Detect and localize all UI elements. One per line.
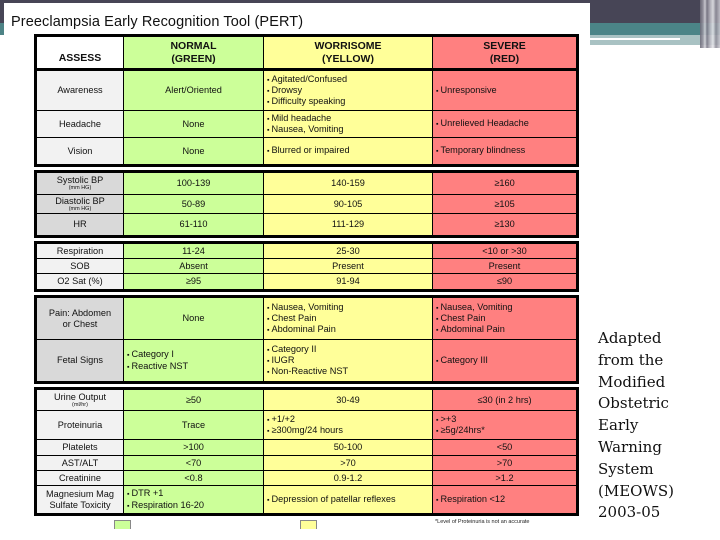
row-awareness-severe [433,71,576,110]
legend-green-swatch [114,520,131,529]
assess-label: O2 Sat (%) [57,276,103,287]
worrisome-item: ▪ Blurred or impaired [267,145,350,156]
section-divider [34,292,579,295]
severe-value: ≤30 (in 2 hrs) [477,394,532,405]
assess-label: Pain: Abdomen [48,307,112,318]
decorative-stripes [700,0,720,48]
severe-value: >1.2 [495,472,514,483]
header-severe-label: SEVERE [483,39,526,52]
row-creatinine-severe [433,471,576,485]
assess-label: AST/ALT [61,457,99,468]
severe-item: ▪ Respiration <12 [436,494,505,505]
severe-item: ▪ Nausea, Vomiting [436,302,513,313]
row-astalt-assess [37,456,123,470]
assess-label-line2: or Chest [62,318,98,329]
worrisome-value: Present [332,260,364,271]
page-title: Preeclampsia Early Recognition Tool (PERT) [11,14,304,30]
normal-value: None [182,313,205,324]
header-assess-label: ASSESS [58,52,102,65]
normal-value: 11-24 [182,245,205,256]
worrisome-item: ▪ Agitated/Confused [267,74,347,85]
row-awareness-normal [124,71,263,110]
row-vision-normal [124,138,263,164]
row-hr-worrisome [264,214,432,235]
row-respiration-severe [433,244,576,258]
normal-value: >100 [183,442,204,453]
normal-value: Alert/Oriented [165,85,222,96]
normal-value: Absent [179,260,208,271]
white-accent-line [590,38,680,40]
row-headache-severe [433,111,576,137]
severe-value: ≤90 [496,276,513,287]
assess-label: Magnesium Mag [46,488,114,499]
footnote: *Level of Proteinuria is not an accurate [435,519,530,525]
severe-value: >70 [496,457,513,468]
normal-item: ▪ Respiration 16-20 [127,500,204,511]
pert-image-panel [4,3,590,540]
assess-label: Systolic BP [56,175,104,186]
worrisome-item: ▪ Drowsy [267,85,302,96]
row-headache-normal [124,111,263,137]
severe-item: ▪ Temporary blindness [436,145,525,156]
assess-label: Awareness [57,85,103,96]
severe-item: ▪ >+3 [436,414,456,425]
severe-value: <10 or >30 [482,245,527,256]
row-systolic-worrisome [264,173,432,194]
normal-value: <0.8 [184,472,203,483]
row-astalt-worrisome [264,456,432,470]
source-note [598,328,718,524]
row-platelets-worrisome [264,440,432,455]
row-pain-worrisome [264,298,432,339]
row-fetal-normal [124,340,263,381]
worrisome-value: 50-100 [333,442,363,453]
source-note-line: from the [598,350,664,369]
row-urine-normal [124,390,263,410]
row-o2sat-assess [37,274,123,289]
source-note-line: Modified [598,372,666,391]
row-sob-normal [124,259,263,273]
worrisome-item: ▪ Non-Reactive NST [267,366,348,377]
assess-label: Urine Output [53,391,107,402]
row-vision-assess [37,138,123,164]
row-headache-assess [37,111,123,137]
assess-label: Diastolic BP [55,195,105,206]
assess-unit: (mm HG) [68,185,92,192]
row-hr-normal [124,214,263,235]
normal-item: ▪ Category I [127,349,174,360]
row-pain-assess [37,298,123,339]
worrisome-value: 90-105 [333,198,363,209]
normal-value: <70 [185,457,202,468]
severe-item: ▪ ≥5g/24hrs* [436,425,485,436]
section-divider [34,384,579,387]
row-platelets-assess [37,440,123,455]
row-hr-severe [433,214,576,235]
worrisome-value: 0.9-1.2 [333,472,363,483]
row-sob-assess [37,259,123,273]
row-systolic-assess [37,173,123,194]
worrisome-value: 111-129 [331,219,365,230]
worrisome-item: ▪ Difficulty speaking [267,96,345,107]
worrisome-item: ▪ Mild headache [267,113,331,124]
assess-label: Proteinuria [57,419,103,430]
row-respiration-normal [124,244,263,258]
row-vision-severe [433,138,576,164]
row-pain-normal [124,298,263,339]
header-severe [433,37,576,68]
assess-label: HR [73,219,87,230]
normal-value: None [182,118,205,129]
worrisome-value: >70 [340,457,356,468]
source-note-line: 2003-05 [598,503,661,522]
header-severe-sublabel: (RED) [489,52,520,65]
header-normal [124,37,263,68]
severe-value: ≥130 [494,219,515,230]
row-vision-worrisome [264,138,432,164]
row-magnesium-assess [37,486,123,513]
worrisome-item: ▪ Abdominal Pain [267,324,336,335]
normal-value: 50-89 [181,198,206,209]
row-systolic-normal [124,173,263,194]
row-systolic-severe [433,173,576,194]
normal-value: Trace [181,419,206,430]
row-headache-worrisome [264,111,432,137]
header-worrisome [264,37,432,68]
row-creatinine-worrisome [264,471,432,485]
worrisome-value: 91-94 [336,276,360,287]
row-platelets-severe [433,440,576,455]
assess-label: Vision [67,145,93,156]
row-astalt-severe [433,456,576,470]
row-urine-severe [433,390,576,410]
normal-item: ▪ DTR +1 [127,488,163,499]
worrisome-item: ▪ Category II [267,344,316,355]
worrisome-item: ▪ +1/+2 [267,414,295,425]
row-proteinuria-severe [433,411,576,439]
header-worrisome-sublabel: (YELLOW) [322,52,374,65]
severe-value: <50 [496,442,513,453]
row-o2sat-worrisome [264,274,432,289]
severe-value: Present [488,260,521,271]
row-diastolic-worrisome [264,195,432,213]
row-proteinuria-assess [37,411,123,439]
row-sob-worrisome [264,259,432,273]
severe-item: ▪ Unrelieved Headache [436,118,529,129]
row-platelets-normal [124,440,263,455]
row-hr-assess [37,214,123,235]
row-urine-assess [37,390,123,410]
row-sob-severe [433,259,576,273]
worrisome-value: 30-49 [336,394,360,405]
worrisome-item: ▪ ≥300mg/24 hours [267,425,343,436]
row-proteinuria-normal [124,411,263,439]
assess-label: SOB [70,260,90,271]
row-awareness-worrisome [264,71,432,110]
row-diastolic-severe [433,195,576,213]
row-pain-severe [433,298,576,339]
row-magnesium-normal [124,486,263,513]
row-respiration-assess [37,244,123,258]
worrisome-value: 140-159 [331,178,365,189]
severe-item: ▪ Chest Pain [436,313,485,324]
row-o2sat-severe [433,274,576,289]
row-magnesium-severe [433,486,576,513]
row-urine-worrisome [264,390,432,410]
source-note-line: Early [598,416,639,435]
section-divider [34,238,579,241]
source-note-line: Adapted [598,329,662,347]
assess-label: Respiration [56,245,104,256]
worrisome-item: ▪ IUGR [267,355,294,366]
worrisome-item: ▪ Chest Pain [267,313,316,324]
row-magnesium-worrisome [264,486,432,513]
row-astalt-normal [124,456,263,470]
assess-label: Fetal Signs [57,355,103,366]
assess-unit: (mm HG) [68,205,92,212]
normal-value: ≥50 [185,394,202,405]
header-worrisome-label: WORRISOME [314,39,382,52]
row-diastolic-normal [124,195,263,213]
row-respiration-worrisome [264,244,432,258]
severe-value: ≥105 [494,198,515,209]
row-creatinine-normal [124,471,263,485]
pert-table [34,34,579,516]
worrisome-value: 25-30 [336,245,360,256]
source-note-line: (MEOWS) [598,481,675,500]
section-divider [34,167,579,170]
assess-unit: (ml/hr) [72,401,88,408]
severe-item: ▪ Unresponsive [436,85,497,96]
severe-value: ≥160 [494,178,515,189]
assess-label: Platelets [62,442,98,453]
assess-label: Headache [59,118,101,129]
row-awareness-assess [37,71,123,110]
worrisome-item: ▪ Nausea, Vomiting [267,302,344,313]
row-proteinuria-worrisome [264,411,432,439]
severe-item: ▪ Abdominal Pain [436,324,505,335]
row-creatinine-assess [37,471,123,485]
row-fetal-severe [433,340,576,381]
source-note-line: System [598,459,654,478]
header-normal-sublabel: (GREEN) [171,52,216,65]
legend-yellow-swatch [300,520,317,529]
normal-value: ≥95 [185,276,202,287]
row-diastolic-assess [37,195,123,213]
normal-value: 100-139 [176,178,211,189]
row-fetal-assess [37,340,123,381]
header-assess [37,37,123,68]
source-note-line: Obstetric [598,394,669,413]
severe-item: ▪ Category III [436,355,488,366]
worrisome-item: ▪ Nausea, Vomiting [267,124,344,135]
row-o2sat-normal [124,274,263,289]
assess-label-line2: Sulfate Toxicity [49,499,111,510]
row-fetal-worrisome [264,340,432,381]
header-normal-label: NORMAL [170,39,217,52]
worrisome-item: ▪ Depression of patellar reflexes [267,494,396,505]
assess-label: Creatinine [59,472,101,483]
normal-item: ▪ Reactive NST [127,361,188,372]
normal-value: None [182,145,205,156]
normal-value: 61-110 [179,219,208,230]
source-note-line: Warning [598,437,662,456]
